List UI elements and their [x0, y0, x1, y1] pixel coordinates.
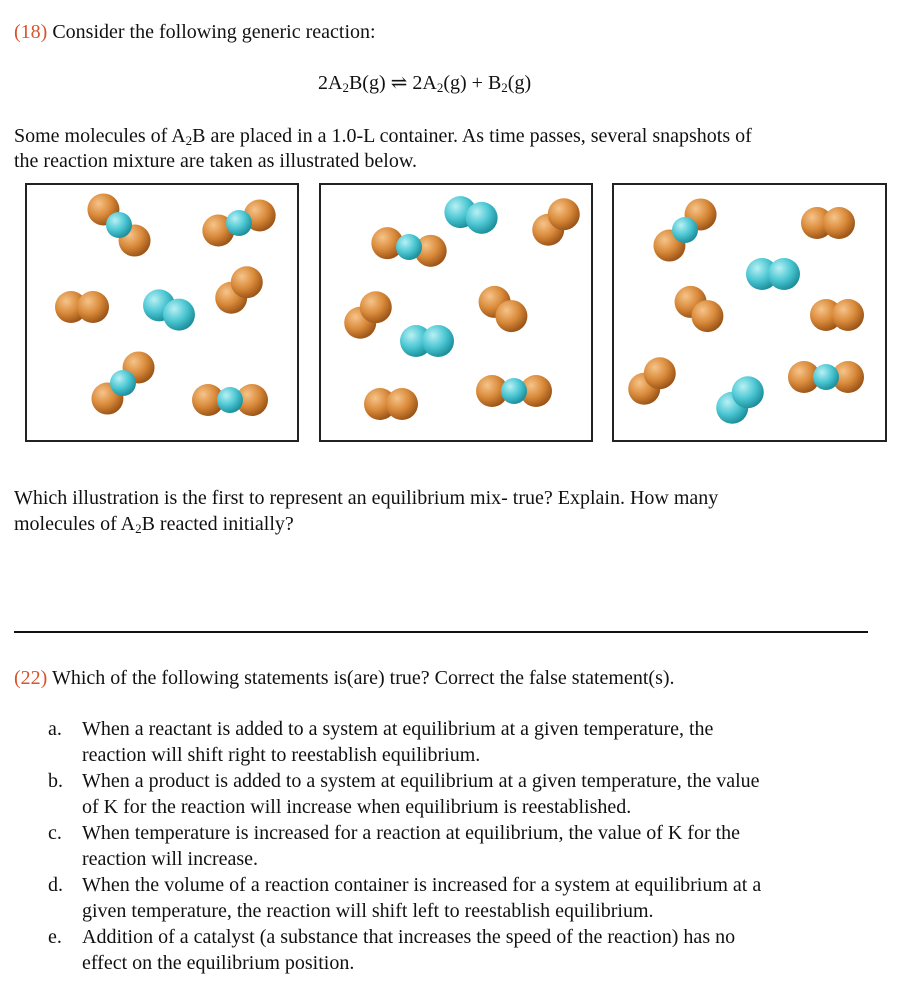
- q22-header: [14, 665, 675, 691]
- atom-a: [823, 207, 855, 239]
- atom-b: [163, 299, 195, 331]
- molecule-a2: [344, 291, 392, 339]
- snapshot-2-molecules: [321, 185, 595, 444]
- molecule-b2: [746, 258, 800, 290]
- molecule-a2: [215, 266, 263, 314]
- q18-prompt: Consider the following generic reaction:: [52, 21, 376, 43]
- molecule-b2: [444, 196, 497, 234]
- atom-a: [386, 388, 418, 420]
- q18-question-line1: Which illustration is the first to represent an equilibrium mix- true? Explain. How many: [14, 487, 719, 509]
- atom-b: [226, 210, 252, 236]
- atom-b: [813, 364, 839, 390]
- molecule-a2: [810, 299, 864, 331]
- atom-b: [466, 202, 498, 234]
- snapshot-3-molecules: [614, 185, 889, 444]
- molecule-a2: [628, 357, 676, 405]
- snapshot-2: [319, 183, 593, 442]
- molecule-a2: [479, 286, 528, 332]
- molecule-a2: [675, 286, 724, 332]
- molecule-a2b: [202, 199, 275, 246]
- molecule-a2: [532, 198, 580, 246]
- molecule-b2: [143, 289, 195, 330]
- q18-header: [14, 19, 376, 45]
- atom-a: [832, 299, 864, 331]
- atom-a: [77, 291, 109, 323]
- atom-a: [691, 300, 723, 332]
- section-divider: [14, 631, 868, 633]
- molecule-a2b: [87, 193, 150, 256]
- reaction-equation: $2A_2B(g)$ ⇌ $2A_2(g) + B_2(g)$: [318, 72, 532, 95]
- molecule-a2: [801, 207, 855, 239]
- q18-number: (18): [14, 21, 48, 43]
- molecule-a2b: [653, 198, 716, 261]
- atom-a: [495, 300, 527, 332]
- atom-b: [501, 378, 527, 404]
- q18-description-line2: the reaction mixture are taken as illustrated below.: [14, 150, 417, 172]
- molecule-a2b: [91, 351, 154, 414]
- q22-prompt: Which of the following statements is(are) true? Correct the false statement(s).: [51, 667, 675, 689]
- atom-b: [732, 376, 764, 408]
- atom-a: [548, 198, 580, 230]
- atom-b: [422, 325, 454, 357]
- q18-question-line2: molecules of $A_2B$ reacted initially?: [14, 513, 294, 536]
- atom-a: [644, 357, 676, 389]
- q22-number: (22): [14, 667, 48, 689]
- atom-a: [360, 291, 392, 323]
- atom-b: [672, 217, 698, 243]
- molecule-a2: [364, 388, 418, 420]
- molecule-b2: [716, 376, 764, 424]
- molecule-a2: [55, 291, 109, 323]
- snapshot-1: [25, 183, 299, 442]
- molecule-a2b: [476, 375, 552, 407]
- equilibrium-arrow: ⇌: [390, 72, 408, 94]
- snapshot-3: [612, 183, 887, 442]
- molecule-b2: [400, 325, 454, 357]
- snapshot-1-molecules: [27, 185, 301, 444]
- atom-b: [217, 387, 243, 413]
- atom-b: [110, 370, 136, 396]
- q18-description-line1: Some molecules of $A_2B$ are placed in a 1.0-L container. As time passes, several snapshots of: [14, 125, 752, 148]
- molecule-a2b: [788, 361, 864, 393]
- molecule-a2b: [192, 384, 268, 416]
- atom-b: [106, 212, 132, 238]
- molecule-a2b: [371, 227, 446, 267]
- atom-a: [231, 266, 263, 298]
- atom-b: [768, 258, 800, 290]
- atom-b: [396, 234, 422, 260]
